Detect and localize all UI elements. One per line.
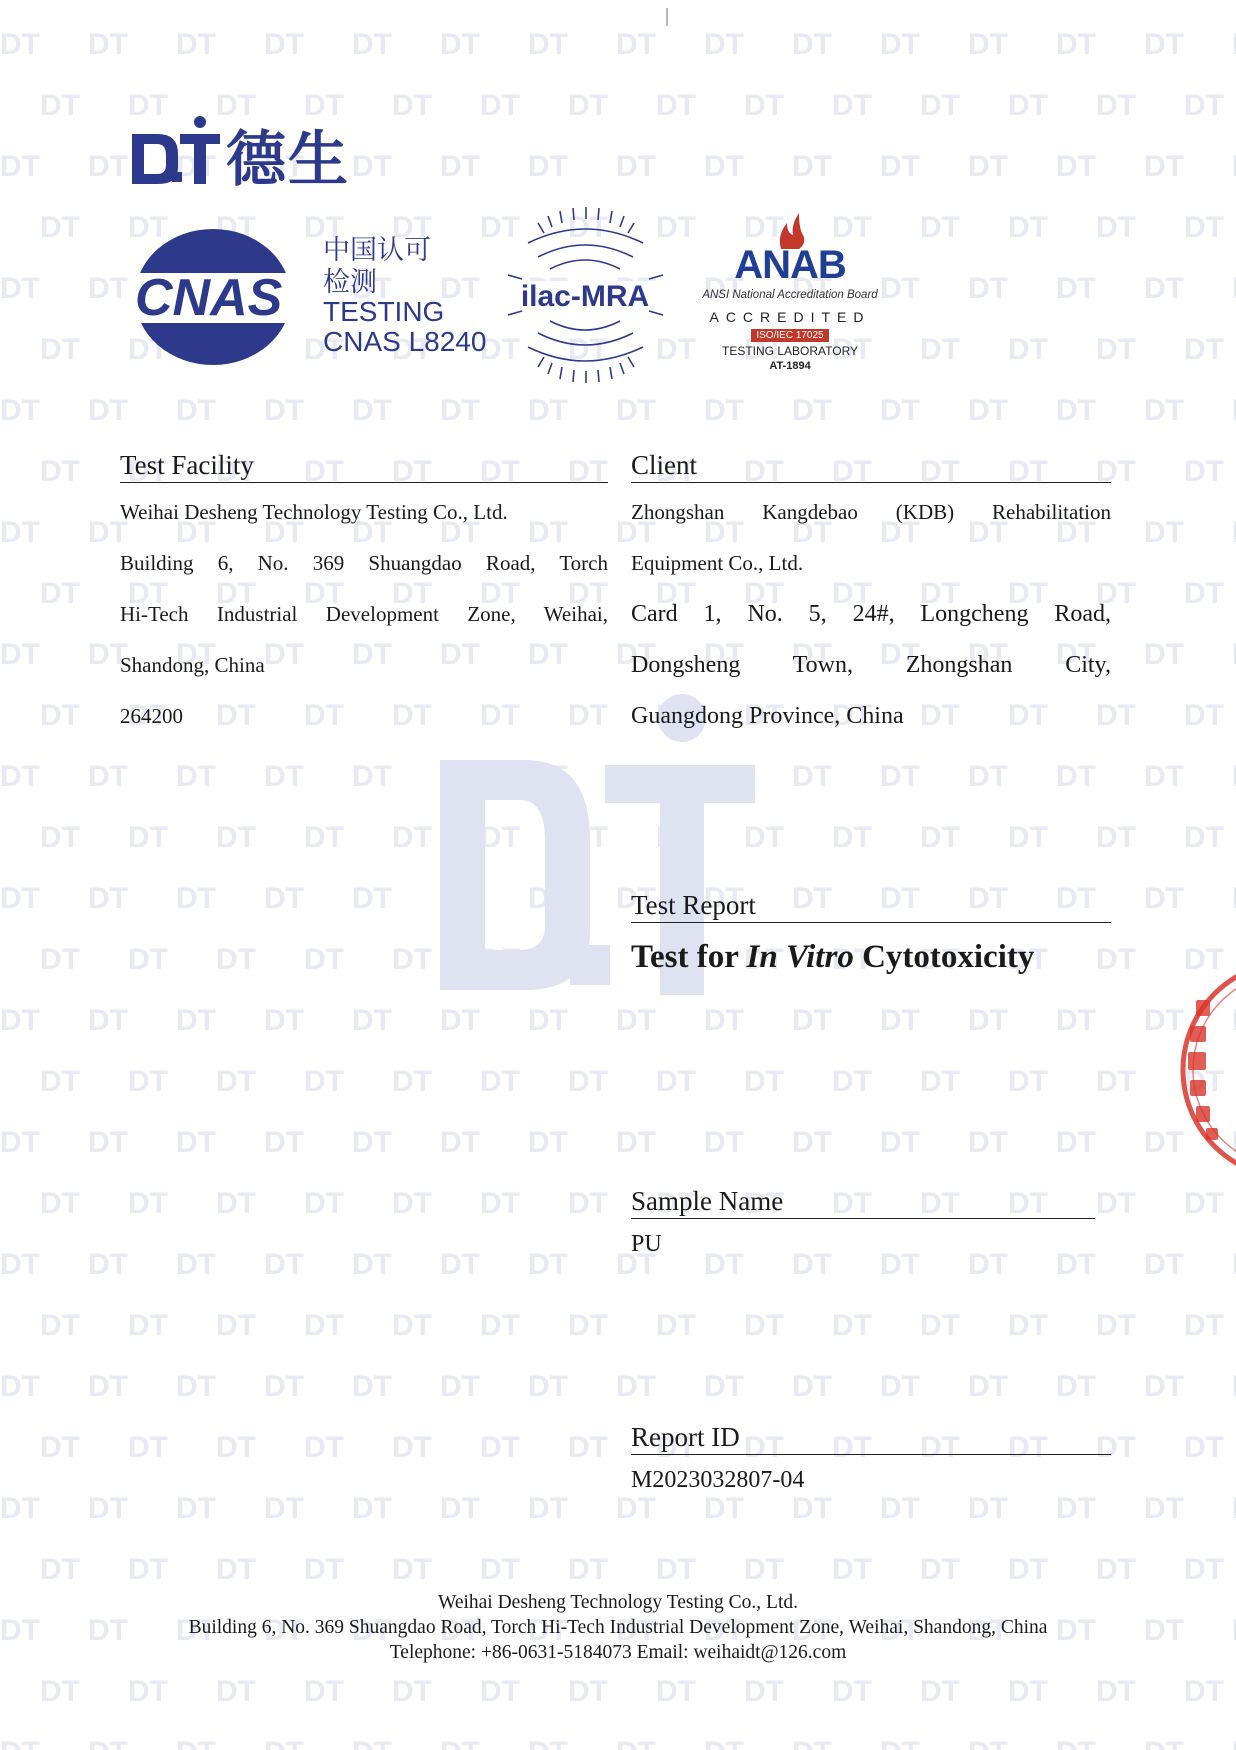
- sample-name-value: PU: [631, 1231, 662, 1257]
- sample-name-heading: Sample Name: [631, 1184, 1095, 1219]
- facility-line: Shandong, China: [120, 653, 265, 677]
- facility-line: Building 6, No. 369 Shuangdao Road, Torch: [120, 551, 608, 575]
- cnas-testing-label: TESTING: [323, 296, 445, 327]
- cnas-cn-line1: 中国认可: [323, 235, 431, 266]
- anab-number: AT-1894: [769, 360, 811, 372]
- page-footer: [0, 1590, 1236, 1665]
- cnas-accreditation-badge: [133, 225, 493, 370]
- client-name-line: Zhongshan Kangdebao (KDB) Rehabilitation: [631, 500, 1111, 524]
- facility-line: Hi-Tech Industrial Development Zone, Weihai,: [120, 602, 608, 626]
- footer-address: Building 6, No. 369 Shuangdao Road, Torch Hi-Tech Industrial Development Zone, Weihai, Shandong, China: [188, 1617, 1048, 1638]
- report-id-heading: Report ID: [631, 1420, 1111, 1455]
- scan-mark: [666, 8, 668, 26]
- cnas-logo-icon: [133, 225, 318, 370]
- sample-name-section: [631, 1184, 1095, 1261]
- anab-title: ANAB: [734, 243, 846, 287]
- anab-lab-type: TESTING LABORATORY: [721, 344, 859, 358]
- report-title-italic: In Vitro: [746, 939, 854, 975]
- report-title-part2: Cytotoxicity: [853, 939, 1035, 975]
- cnas-number: CNAS L8240: [323, 326, 487, 357]
- ilac-mark: ilac-MRA: [520, 280, 650, 313]
- company-seal-stamp: [1166, 960, 1236, 1180]
- ilac-logo-icon: [498, 205, 673, 385]
- client-heading: Client: [631, 448, 1111, 483]
- dt-logo-icon: [130, 112, 222, 187]
- test-facility-heading: Test Facility: [120, 448, 608, 483]
- facility-line: 264200: [120, 704, 183, 728]
- client-address-line: Dongsheng Town, Zhongshan City,: [631, 652, 1111, 678]
- seal-icon: [1166, 960, 1236, 1180]
- client-address-line: Card 1, No. 5, 24#, Longcheng Road,: [631, 601, 1111, 627]
- report-id-section: [631, 1420, 1111, 1497]
- report-title: [631, 937, 1111, 977]
- client-details: [631, 487, 1111, 742]
- report-id-value: M2023032807-04: [631, 1467, 805, 1493]
- footer-company: Weihai Desheng Technology Testing Co., Ltd.: [437, 1592, 798, 1613]
- ilac-mra-badge: [498, 205, 673, 385]
- anab-accreditation-badge: [695, 205, 885, 385]
- logo-chinese-name: 德生: [226, 125, 350, 195]
- test-facility-section: [120, 448, 608, 742]
- cnas-mark: CNAS: [135, 269, 283, 327]
- report-title-part1: Test for: [631, 939, 747, 975]
- facility-address: [120, 487, 608, 742]
- facility-line: Weihai Desheng Technology Testing Co., Ltd.: [120, 500, 508, 524]
- cnas-cn-line2: 检测: [323, 267, 377, 298]
- test-report-heading: Test Report: [631, 888, 1111, 923]
- client-name-line: Equipment Co., Ltd.: [631, 551, 804, 575]
- footer-contact: Telephone: +86-0631-5184073 Email: weihaidt@126.com: [389, 1642, 847, 1663]
- company-logo: [130, 112, 360, 195]
- client-section: [631, 448, 1111, 742]
- anab-board: ANSI National Accreditation Board: [702, 289, 878, 301]
- anab-accredited: ACCREDITED: [709, 309, 871, 325]
- test-report-section: [631, 888, 1111, 977]
- anab-iso-standard: ISO/IEC 17025: [751, 329, 829, 342]
- client-address-line: Guangdong Province, China: [631, 703, 904, 729]
